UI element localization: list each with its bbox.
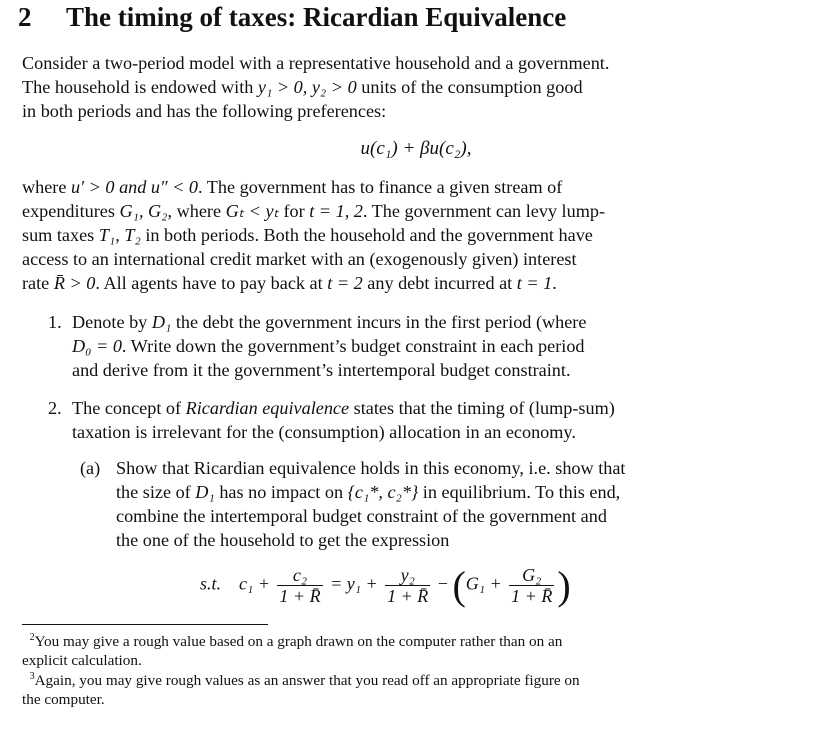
text-line: sum taxes T₁, T₂ in both periods. Both the household and the government have [22,225,593,245]
footnote-divider [22,624,268,625]
math-inline: {c₁*, c₂*} [347,482,419,502]
math-inline: D₀ = 0 [72,336,122,356]
text-line: where u′ > 0 and u″ < 0. The government has to finance a given stream of [22,177,563,197]
text-line: taxation is irrelevant for the (consumption) allocation in an economy. [72,422,576,442]
text-line: the one of the household to get the expression [116,530,450,550]
math-inline: Gₜ < yₜ [225,201,279,221]
intro-paragraph-2 [22,175,712,295]
question-item-1 [48,310,712,382]
section-number: 2 [18,2,32,32]
text-line: $^3$Again, you may give rough values as an answer that you read off an appropriate figure on [29,671,580,690]
math-inline: D₁ [151,312,172,332]
question-item-2 [48,396,712,444]
intro-paragraph-1 [22,51,712,123]
utility-equation: u(c₁) + βu(c₂), [360,138,472,159]
text-line: expenditures G₁, G₂, where Gₜ < yₜ for t = 1, 2. The government can levy lump- [22,201,606,221]
footnote-3 [22,667,712,709]
footnote-2 [22,628,712,670]
text-line: The household is endowed with y₁ > 0, y₂ > 0 units of the consumption good [22,77,583,97]
text-line: rate R̄ > 0. All agents have to pay back at t = 2 any debt incurred at t = 1. [22,273,557,293]
st-label: s.t. [200,573,222,594]
question-subitem-a [80,456,712,552]
text-line: the computer. [22,691,105,709]
text-line: access to an international credit market with an (exogenously given) interest [22,249,577,269]
math-inline: t = 1 [516,273,553,293]
fraction-y2: $\frac{\text{y₂}}{1 + R̄}$ [387,565,429,606]
text-line: explicit calculation. [22,652,142,670]
fraction-c2: $\frac{\text{c₂}}{1 + R̄}$ [279,565,321,606]
math-inline: y₁ > 0, y₂ > 0 [257,77,357,97]
text-line: and derive from it the government’s intertemporal budget constraint. [72,360,571,380]
item-marker: 1. [48,312,62,332]
text-line: combine the intertemporal budget constraint of the government and [116,506,607,526]
emphasis-term: Ricardian equivalence [185,398,350,418]
fraction-g2: $\frac{\text{G₂}}{1 + R̄}$ [511,565,553,606]
math-inline: G₁, G₂ [119,201,168,221]
math-inline: T₁, T₂ [98,225,141,245]
math-inline: D₁ [195,482,215,502]
text-line: $^2$You may give a rough value based on a graph drawn on the computer rather than on an [29,632,563,651]
subitem-marker: (a) [80,458,101,478]
text-line: Consider a two-period model with a representative household and a government. [22,53,610,73]
section-heading [18,2,566,33]
math-inline: t = 2 [327,273,363,293]
budget-constraint-equation: s.t. c₁ + $\frac{\text{c₂}}{1 + R̄}$ = y₁ + $\frac{\text{y₂}}{1 + R̄}$ − (G₁ + $\frac{\text{G₂}}{1 + R̄}$ ) [200,563,571,608]
section-title: The timing of taxes: Ricardian Equivalence [66,2,567,32]
text-line: D₀ = 0. Write down the government’s budget constraint in each period [72,336,585,356]
text-line: the size of D₁ has no impact on {c₁*, c₂*} in equilibrium. To this end, [116,482,621,502]
item-marker: 2. [48,398,62,418]
text-line: Show that Ricardian equivalence holds in this economy, i.e. show that [116,458,626,478]
math-inline: t = 1, 2 [309,201,363,221]
text-line: Denote by D₁ the debt the government incurs in the first period (where [72,312,587,332]
text-line: in both periods and has the following preferences: [22,101,387,121]
math-inline: R̄ > 0 [53,273,96,293]
text-line: The concept of Ricardian equivalence states that the timing of (lump-sum) [72,398,615,418]
math-inline: u′ > 0 and u″ < 0 [70,177,199,197]
